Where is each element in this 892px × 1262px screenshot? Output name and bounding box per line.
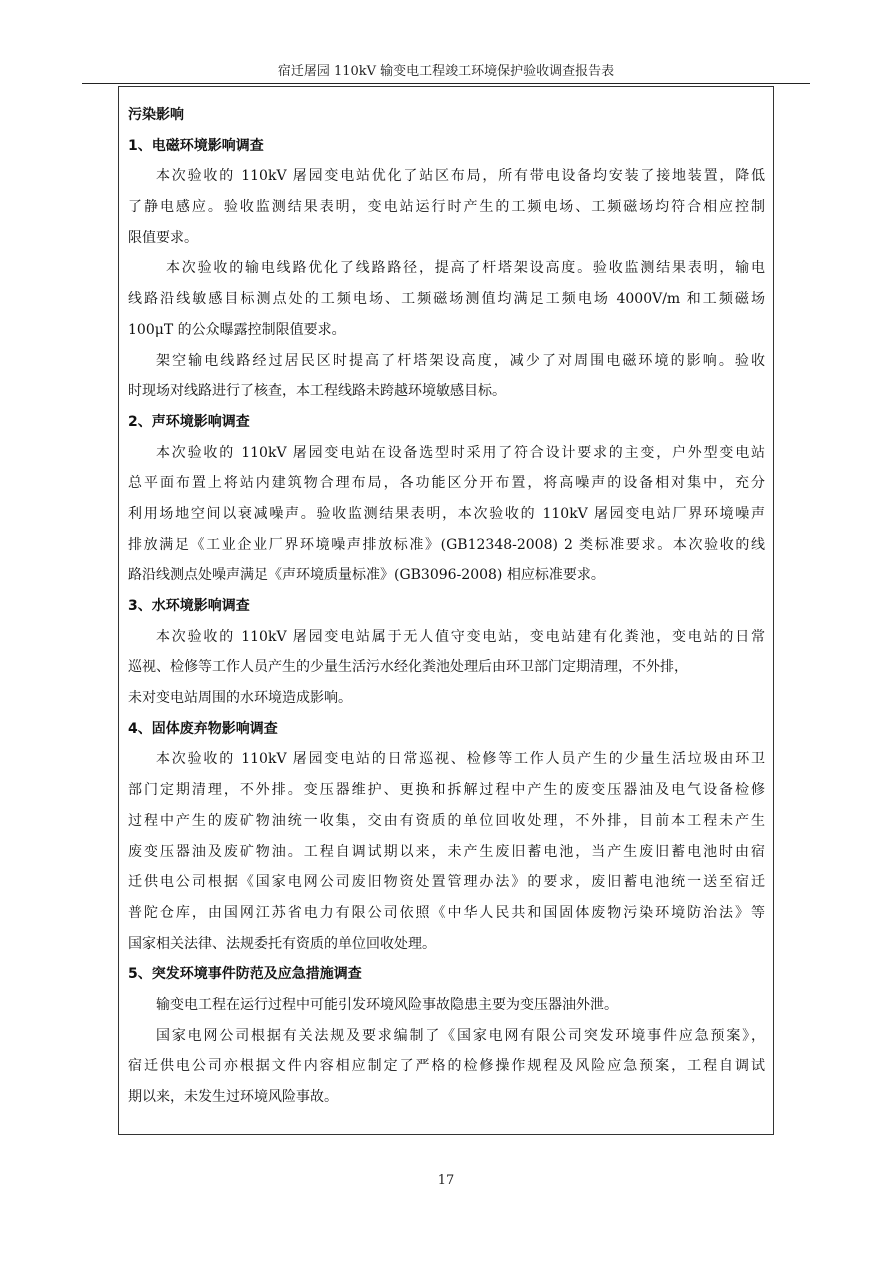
- paragraph-line: 本次验收的 110kV 屠园变电站属于无人值守变电站，变电站建有化粪池，变电站的日常: [156, 628, 765, 645]
- page-number: 17: [437, 1173, 455, 1188]
- paragraph-line: 限值要求。: [128, 229, 198, 246]
- report-content-box: [118, 86, 774, 1135]
- paragraph-line: 时现场对线路进行了核查，本工程线路未跨越环境敏感目标。: [128, 383, 506, 400]
- paragraph-line: 架空输电线路经过居民区时提高了杆塔架设高度，减少了对周围电磁环境的影响。验收: [156, 352, 765, 369]
- paragraph-line: 未对变电站周围的水环境造成影响。: [128, 690, 352, 707]
- section-heading: 3、水环境影响调查: [128, 598, 250, 614]
- section-heading: 2、声环境影响调查: [128, 413, 250, 430]
- paragraph-line: 了静电感应。验收监测结果表明，变电站运行时产生的工频电场、工频磁场均符合相应控制: [128, 199, 765, 216]
- paragraph-line: 国家电网公司根据有关法规及要求编制了《国家电网有限公司突发环境事件应急预案》，: [156, 1027, 765, 1044]
- paragraph-line: 排放满足《工业企业厂界环境噪声排放标准》(GB12348-2008) 2 类标准要求。本次验收的线: [128, 536, 765, 553]
- page-header-title: 宿迁屠园 110kV 输变电工程竣工环境保护验收调查报告表: [277, 64, 615, 79]
- section-heading: 4、固体废弃物影响调查: [128, 720, 278, 737]
- paragraph-line: 国家相关法律、法规委托有资质的单位回收处理。: [128, 935, 436, 952]
- header-divider: [82, 83, 810, 84]
- paragraph-line: 期以来，未发生过环境风险事故。: [128, 1089, 338, 1105]
- paragraph-line: 利用场地空间以衰减噪声。验收监测结果表明，本次验收的 110kV 屠园变电站厂界环境噪声: [128, 505, 765, 522]
- paragraph-line: 废变压器油及废矿物油。工程自调试期以来，未产生废旧蓄电池，当产生废旧蓄电池时由宿: [128, 843, 765, 860]
- paragraph-line: 普陀仓库，由国网江苏省电力有限公司依照《中华人民共和国固体废物污染环境防治法》等: [128, 904, 765, 921]
- paragraph-line: 部门定期清理，不外排。变压器维护、更换和拆解过程中产生的废变压器油及电气设备检修: [128, 782, 765, 799]
- paragraph-line: 总平面布置上将站内建筑物合理布局，各功能区分开布置，将高噪声的设备相对集中，充分: [128, 475, 765, 492]
- paragraph-line: 本次验收的 110kV 屠园变电站在设备选型时采用了符合设计要求的主变，户外型变电站: [156, 444, 765, 461]
- paragraph-line: 巡视、检修等工作人员产生的少量生活污水经化粪池处理后由环卫部门定期清理，不外排，: [128, 659, 688, 676]
- paragraph-line: 宿迁供电公司亦根据文件内容相应制定了严格的检修操作规程及风险应急预案，工程自调试: [128, 1058, 765, 1075]
- paragraph-line: 迁供电公司根据《国家电网公司废旧物资处置管理办法》的要求，废旧蓄电池统一送至宿迁: [128, 874, 765, 891]
- paragraph-line: 输变电工程在运行过程中可能引发环境风险事故隐患主要为变压器油外泄。: [156, 996, 618, 1013]
- paragraph-line: 本次验收的 110kV 屠园变电站的日常巡视、检修等工作人员产生的少量生活垃圾由环卫: [156, 751, 765, 768]
- section-heading: 1、电磁环境影响调查: [128, 137, 264, 154]
- section-heading: 污染影响: [128, 107, 184, 123]
- paragraph-line: 100μT 的公众曝露控制限值要求。: [128, 321, 346, 338]
- paragraph-line: 线路沿线敏感目标测点处的工频电场、工频磁场测值均满足工频电场 4000V/m 和工频磁场: [128, 291, 765, 308]
- paragraph-line: 本次验收的输电线路优化了线路路径，提高了杆塔架设高度。验收监测结果表明，输电: [166, 260, 765, 277]
- paragraph-line: 路沿线测点处噪声满足《声环境质量标准》(GB3096-2008) 相应标准要求。: [128, 567, 605, 584]
- paragraph-line: 过程中产生的废矿物油统一收集，交由有资质的单位回收处理，不外排，目前本工程未产生: [128, 812, 765, 829]
- section-heading: 5、突发环境事件防范及应急措施调查: [128, 966, 362, 983]
- paragraph-line: 本次验收的 110kV 屠园变电站优化了站区布局，所有带电设备均安装了接地装置，降低: [156, 168, 765, 185]
